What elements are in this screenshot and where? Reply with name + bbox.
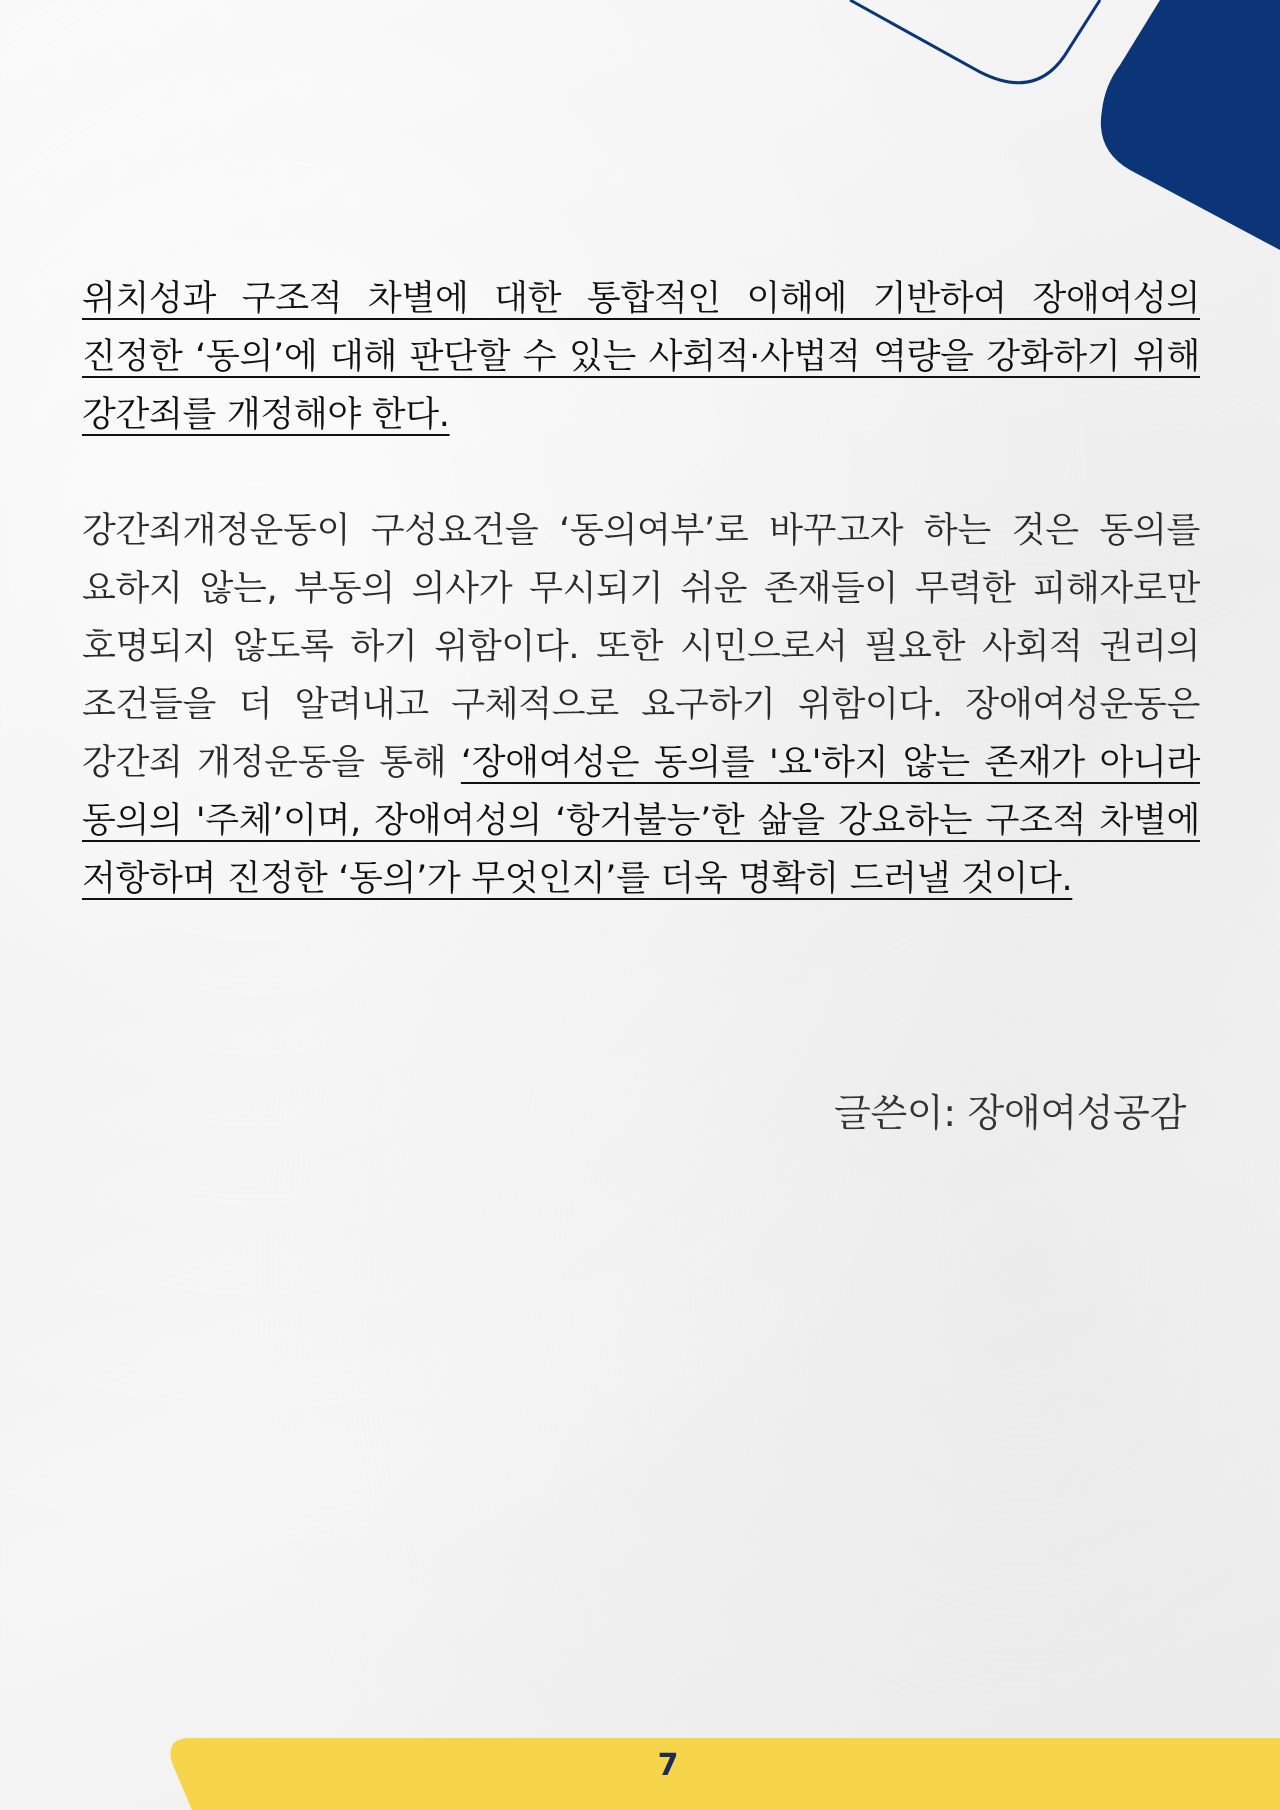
page-number: 7 bbox=[657, 1748, 679, 1783]
paragraph-2 bbox=[82, 502, 1200, 908]
body-text bbox=[82, 270, 1200, 908]
paragraph-1-underlined-text: 위치성과 구조적 차별에 대한 통합적인 이해에 기반하여 장애여성의 진정한 ‘동의’에 대해 판단할 수 있는 사회적·사법적 역량을 강화하기 위해 강간죄를 개정해야 한다. bbox=[82, 279, 1200, 435]
paragraph-2-text: 강간죄개정운동이 구성요건을 ‘동의여부’로 바꾸고자 하는 것은 동의를 요하지 않는, 부동의 의사가 무시되기 쉬운 존재들이 무력한 피해자로만 호명되지 않도록 하기 위함이다. 또한 시민으로서 필요한 사회적 권리의 조건들을 더 알려내고 구체적으로 요구하기 위함이다. 장애여성운동은 강간죄 개정운동을 통해 bbox=[82, 511, 1200, 783]
corner-decoration bbox=[820, 0, 1280, 270]
paragraph-1 bbox=[82, 270, 1200, 444]
paragraph-2-underlined-text: ‘장애여성은 동의를 '요'하지 않는 존재가 아니라 동의의 '주체’이며, 장애여성의 ‘항거불능’한 삶을 강요하는 구조적 차별에 저항하며 진정한 ‘동의’가 무엇인지’를 더욱 명확히 드러낼 것이다. bbox=[82, 743, 1200, 899]
author-signature: 글쓴이: 장애여성공감 bbox=[834, 1091, 1186, 1135]
corner-outline-arc bbox=[850, 0, 1100, 83]
corner-navy-shape bbox=[1101, 0, 1280, 250]
